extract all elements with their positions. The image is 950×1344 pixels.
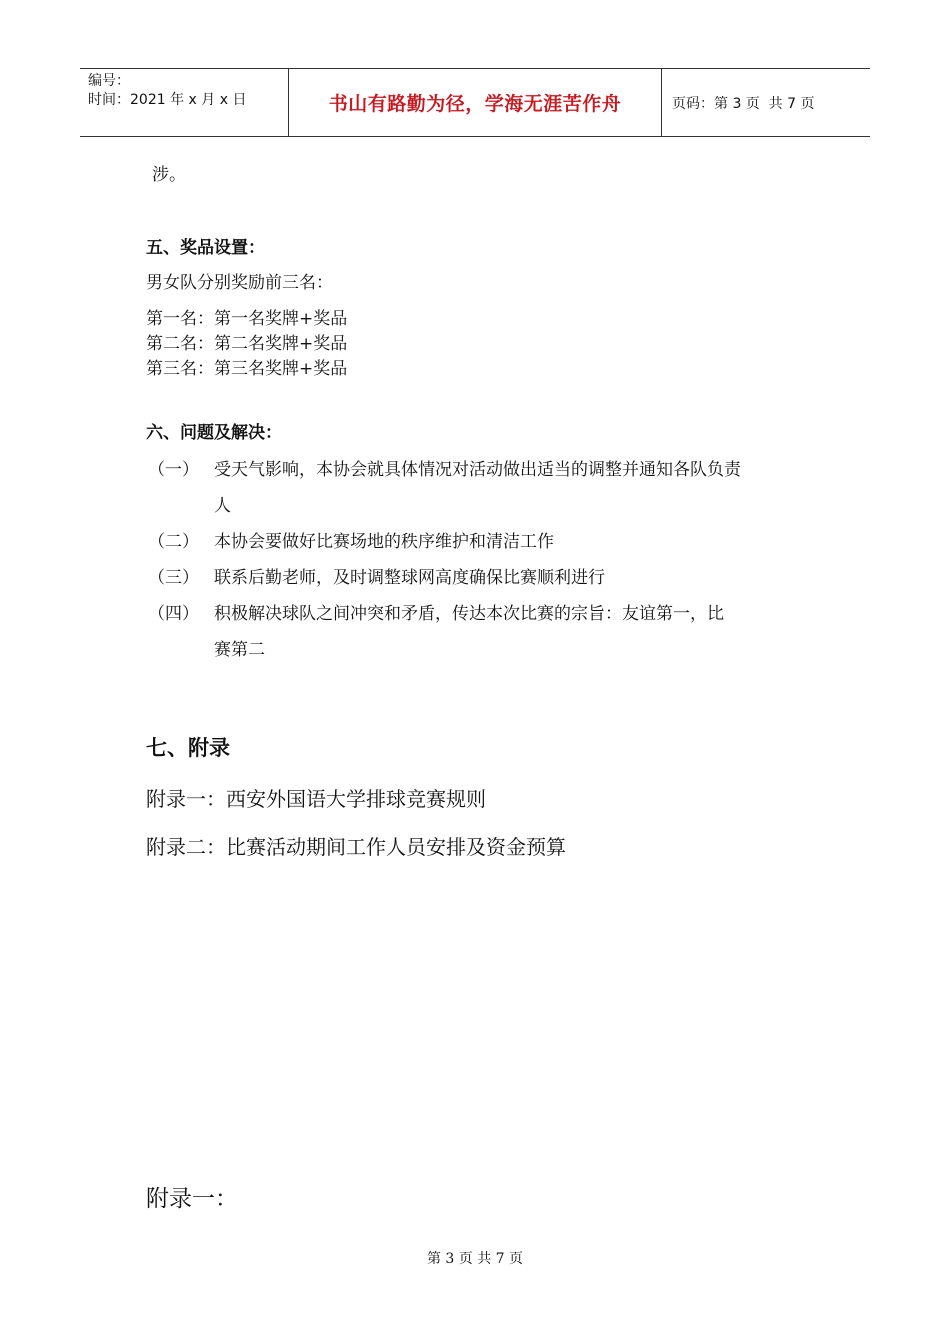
list-item-text-continued: 赛第二 [214, 640, 265, 660]
list-item-number: （二） [148, 532, 199, 552]
continuation-text: 涉。 [152, 165, 186, 185]
header-number: 编号： [88, 73, 130, 89]
list-item-text-continued: 人 [214, 496, 231, 516]
list-item-text: 积极解决球队之间冲突和矛盾，传达本次比赛的宗旨：友谊第一，比 [214, 604, 724, 624]
header-meta [80, 69, 289, 136]
section6-heading: 六、问题及解决： [146, 423, 282, 443]
footer-page-number: 第 3 页 共 7 页 [426, 1251, 524, 1267]
header-time: 时间：2021 年 x 月 x 日 [88, 92, 247, 108]
list-item-number: （三） [148, 568, 199, 588]
prize-line: 第二名：第二名奖牌+奖品 [146, 334, 348, 354]
header-page-label: 页码：第 3 页 共 7 页 [672, 95, 815, 112]
appendix-item: 附录一：西安外国语大学排球竞赛规则 [146, 787, 486, 811]
list-item-number: （一） [148, 460, 199, 480]
page-header [80, 68, 870, 137]
section5-heading: 五、奖品设置： [146, 238, 265, 258]
section7-heading: 七、附录 [146, 736, 230, 760]
list-item-number: （四） [148, 604, 199, 624]
header-motto: 书山有路勤为径，学海无涯苦作舟 [289, 69, 662, 136]
appendix-title: 附录一： [146, 1186, 238, 1212]
header-page-info [662, 69, 870, 136]
list-item-text: 本协会要做好比赛场地的秩序维护和清洁工作 [214, 532, 554, 552]
list-item-text: 受天气影响，本协会就具体情况对活动做出适当的调整并通知各队负责 [214, 460, 741, 480]
prize-line: 第三名：第三名奖牌+奖品 [146, 359, 348, 379]
appendix-item: 附录二：比赛活动期间工作人员安排及资金预算 [146, 835, 566, 859]
section5-intro: 男女队分别奖励前三名： [146, 273, 333, 293]
list-item-text: 联系后勤老师，及时调整球网高度确保比赛顺利进行 [214, 568, 605, 588]
prize-line: 第一名：第一名奖牌+奖品 [146, 309, 348, 329]
page-footer [0, 1248, 950, 1268]
